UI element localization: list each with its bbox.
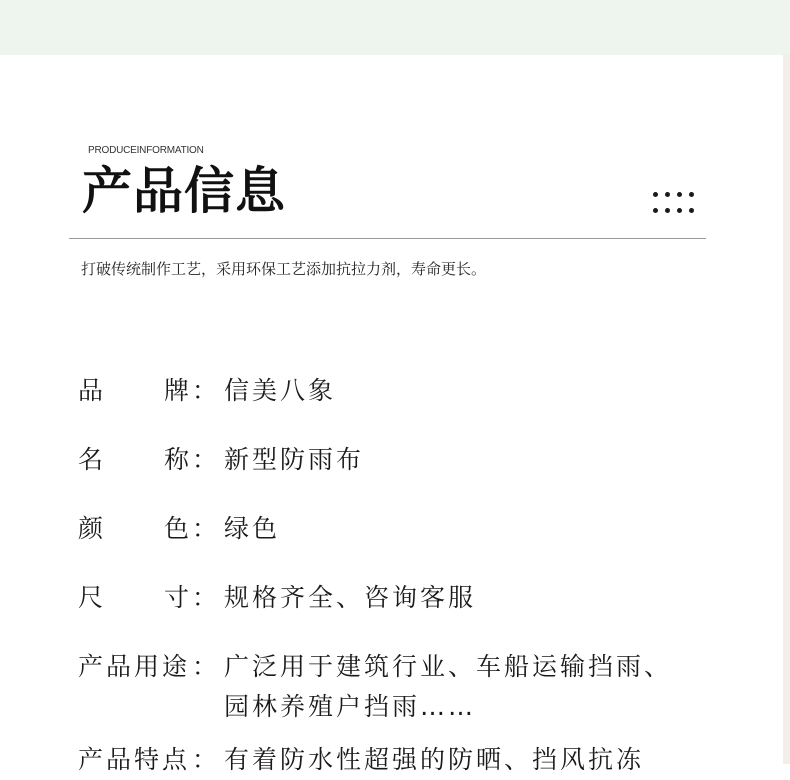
spec-label-text: 产品用途	[78, 652, 191, 681]
spec-label-text: 产品特点	[78, 745, 191, 774]
page-edge	[783, 55, 790, 764]
section-eyebrow: PRODUCEINFORMATION	[88, 145, 204, 156]
spec-colon: ：	[192, 445, 221, 474]
page-title: 产品信息	[82, 162, 286, 220]
spec-label-char: 寸	[164, 583, 193, 612]
top-banner	[0, 0, 790, 55]
dots-grid-icon	[653, 192, 697, 218]
spec-value: 有着防水性超强的防晒、挡风抗冻	[224, 745, 645, 774]
spec-colon: ：	[192, 376, 221, 405]
spec-label-char: 称	[164, 445, 193, 474]
spec-label	[78, 740, 223, 780]
spec-label	[78, 509, 223, 549]
spec-label-char: 色	[164, 514, 193, 543]
spec-label-char: 名	[78, 445, 107, 474]
spec-value: 广泛用于建筑行业、车船运输挡雨、	[224, 652, 673, 681]
title-divider	[69, 238, 706, 239]
spec-label	[78, 647, 223, 687]
spec-label	[78, 440, 223, 480]
spec-colon: ：	[192, 745, 221, 774]
spec-label-char: 品	[78, 376, 107, 405]
spec-label	[78, 578, 223, 618]
spec-value: 信美八象	[224, 376, 337, 405]
spec-colon: ：	[192, 514, 221, 543]
spec-label-char: 颜	[78, 514, 107, 543]
spec-label	[78, 371, 223, 411]
spec-value: 规格齐全、咨询客服	[224, 583, 477, 612]
intro-text: 打破传统制作工艺，采用环保工艺添加抗拉力剂，寿命更长。	[81, 260, 487, 278]
spec-label-char: 牌	[164, 376, 193, 405]
spec-value: 绿色	[224, 514, 281, 543]
spec-value: 新型防雨布	[224, 445, 365, 474]
spec-colon: ：	[192, 583, 221, 612]
spec-label-char: 尺	[78, 583, 107, 612]
spec-value-line2: 园林养殖户挡雨……	[224, 692, 477, 721]
spec-colon: ：	[192, 652, 221, 681]
